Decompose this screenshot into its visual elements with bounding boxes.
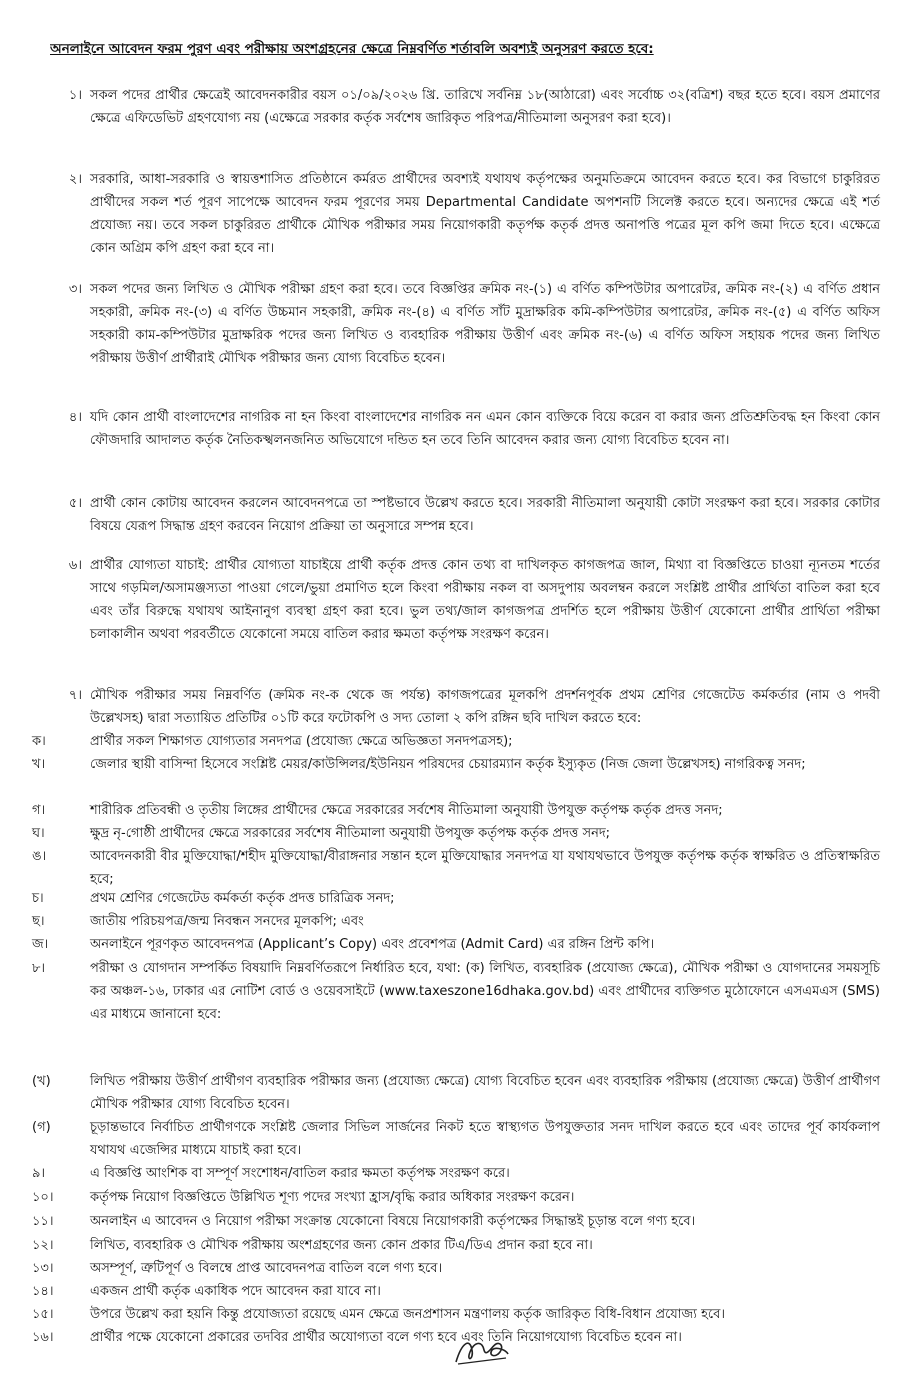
item-text: প্রার্থী কোন কোটায় আবেদন করলেন আবেদনপত্রে তা স্পষ্টভাবে উল্লেখ করতে হবে। সরকারী নীতিমালা অনুযায়ী কোটা সংরক্ষণ করা হবে। সরকার কোটার বিষয়ে যেরূপ সিদ্ধান্ত গ্রহণ করবেন নিয়োগ প্রক্রিয়া তা অনুসারে সম্পন্ন হবে।: [90, 496, 880, 534]
item-number: ৫।: [68, 496, 82, 511]
document-heading: অনলাইনে আবেদন ফরম পুরণ এবং পরীক্ষায় অংশগ্রহনের ক্ষেত্রে নিম্নবর্ণিত শর্তাবলি অবশ্যই অনুসরণ করতে হবে:: [50, 41, 654, 57]
item-number: ঘ।: [32, 826, 45, 841]
item-text: অনলাইন এ আবেদন ও নিয়োগ পরীক্ষা সংক্রান্ত যেকোনো বিষয়ে নিয়োগকারী কর্তৃপক্ষের সিদ্ধান্তই চূড়ান্ত বলে গণ্য হবে।: [90, 1214, 696, 1229]
item-number: ৪।: [68, 410, 82, 425]
item-number: ৮।: [32, 961, 46, 976]
item-text: লিখিত পরীক্ষায় উত্তীর্ণ প্রার্থীগণ ব্যবহারিক পরীক্ষার জন্য (প্রযোজ্য ক্ষেত্রে) যোগ্য বিবেচিত হবেন এবং ব্যবহারিক পরীক্ষায় (প্রযোজ্য ক্ষেত্রে) উত্তীর্ণ প্রার্থীগণ মৌখিক পরীক্ষার যোগ্য বিবেচিত হবেন।: [90, 1074, 880, 1112]
item-text: উপরে উল্লেখ করা হয়নি কিন্তু প্রযোজ্যতা রয়েছে এমন ক্ষেত্রে জনপ্রশাসন মন্ত্রণালয় কর্তৃক জারিকৃত বিধি-বিধান প্রযোজ্য হবে।: [90, 1307, 726, 1322]
item-number: ১।: [68, 88, 82, 103]
item-text: এ বিজ্ঞপ্তি আংশিক বা সম্পূর্ণ সংশোধন/বাতিল করার ক্ষমতা কর্তৃপক্ষ সংরক্ষণ করে।: [90, 1166, 510, 1181]
item-text: চূড়ান্তভাবে নির্বাচিত প্রার্থীগণকে সংশ্লিষ্ট জেলার সিভিল সার্জনের নিকট হতে স্বাস্থ্যগত উপযুক্ততার সনদ দাখিল করতে হবে এবং তাদের পূর্ব কার্যকলাপ যথাযথ এজেন্সির মাধ্যমে যাচাই করা হবে।: [90, 1120, 880, 1158]
item-number: (গ): [32, 1120, 51, 1135]
item-number: ৩।: [68, 282, 82, 297]
item-number: ১৪।: [32, 1284, 54, 1299]
item-text: অসম্পূর্ণ, ত্রুটিপূর্ণ ও বিলম্বে প্রাপ্ত আবেদনপত্র বাতিল বলে গণ্য হবে।: [90, 1261, 443, 1276]
item-number: জ।: [32, 937, 49, 952]
item-text: একজন প্রার্থী কর্তৃক একাধিক পদে আবেদন করা যাবে না।: [90, 1284, 381, 1299]
item-text: শারীরিক প্রতিবন্ধী ও তৃতীয় লিঙ্গের প্রার্থীদের ক্ষেত্রে সরকারের সর্বশেষ নীতিমালা অনুযায়ী উপযুক্ত কর্তৃপক্ষ কর্তৃক প্রদত্ত সনদ;: [90, 803, 723, 818]
item-text: সকল পদের প্রার্থীর ক্ষেত্রেই আবেদনকারীর বয়স ০১/০৯/২০২৬ খ্রি. তারিখে সর্বনিম্ন ১৮(আঠারো) এবং সর্বোচ্চ ৩২(বত্রিশ) বছর হতে হবে। বয়স প্রমাণের ক্ষেত্রে এফিডেভিট গ্রহণযোগ্য নয় (এক্ষেত্রে সরকার কর্তৃক সর্বশেষ জারিকৃত পরিপত্র/নীতিমালা অনুসরণ করা হবে)।: [90, 88, 880, 126]
item-number: ১২।: [32, 1238, 54, 1253]
item-text: সরকারি, আধা-সরকারি ও স্বায়ত্তশাসিত প্রতিষ্ঠানে কর্মরত প্রার্থীদের অবশ্যই যথাযথ কর্তৃপক্ষের অনুমতিক্রমে আবেদন করতে হবে। কর বিভাগে চাকুরিরত প্রার্থীদের সকল শর্ত পূরণ সাপেক্ষে আবেদন ফরম পূরণের সময় Departmental Candidate অপশনটি সিলেক্ট করতে হবে। অন্যদের ক্ষেত্রে এই শর্ত প্রযোজ্য নয়। তবে সকল চাকুরিরত প্রার্থীকে মৌখিক পরীক্ষার সময় নিয়োগকারী কতৃর্পক্ষ কতৃর্ক প্রদত্ত অনাপত্তি পত্রের মূল কপি জমা দিতে হবে। এক্ষেত্রে কোন অগ্রিম কপি গ্রহণ করা হবে না।: [90, 172, 880, 256]
item-number: খ।: [32, 757, 46, 772]
signature-icon: [452, 1332, 512, 1368]
item-number: চ।: [32, 891, 44, 906]
item-number: ৭।: [68, 688, 82, 703]
item-number: ঙ।: [32, 849, 47, 864]
item-number: ১৩।: [32, 1261, 54, 1276]
item-number: ক।: [32, 734, 46, 749]
item-number: ১১।: [32, 1214, 54, 1229]
item-text: প্রার্থীর পক্ষে যেকোনো প্রকারের তদবির প্রার্থীর অযোগ্যতা বলে গণ্য হবে এবং তিনি নিয়োগযোগ্য বিবেচিত হবেন না।: [90, 1330, 682, 1345]
item-text: জেলার স্থায়ী বাসিন্দা হিসেবে সংশ্লিষ্ট মেয়র/কাউন্সিলর/ইউনিয়ন পরিষদের চেয়ারম্যান কর্তৃক ইস্যুকৃত (নিজ জেলা উল্লেখসহ) নাগরিকত্ব সনদ;: [90, 757, 806, 772]
item-text: মৌখিক পরীক্ষার সময় নিম্নবর্ণিত (ক্রমিক নং-ক থেকে জ পর্যন্ত) কাগজপত্রের মূলকপি প্রদর্শনপূর্বক প্রথম শ্রেণির গেজেটেড কর্মকর্তার (নাম ও পদবী উল্লেখসহ) দ্বারা সত্যায়িত প্রতিটির ০১টি করে ফটোকপি ও সদ্য তোলা ২ কপি রঙ্গিন ছবি দাখিল করতে হবে:: [90, 688, 880, 726]
item-text: অনলাইনে পূরণকৃত আবেদনপত্র (Applicant’s Copy) এবং প্রবেশপত্র (Admit Card) এর রঙ্গিন প্রিন্ট কপি।: [90, 937, 655, 952]
item-text: প্রার্থীর সকল শিক্ষাগত যোগ্যতার সনদপত্র (প্রযোজ্য ক্ষেত্রে অভিজ্ঞতা সনদপত্রসহ);: [90, 734, 513, 749]
item-number: (খ): [32, 1074, 51, 1089]
item-text: পরীক্ষা ও যোগদান সম্পর্কিত বিষয়াদি নিম্নবর্ণিতরূপে নির্ধারিত হবে, যথা: (ক) লিখিত, ব্যবহারিক (প্রযোজ্য ক্ষেত্রে), মৌখিক পরীক্ষা ও যোগদানের সময়সূচি কর অঞ্চল-১৬, ঢাকার এর নোটিশ বোর্ড ও ওয়েবসাইটে (www.taxeszone16dhaka.gov.bd) এবং প্রার্থীদের ব্যক্তিগত মুঠোফোনে এসএমএস (SMS) এর মাধ্যমে জানানো হবে:: [90, 961, 880, 1022]
item-text: কর্তৃপক্ষ নিয়োগ বিজ্ঞপ্তিতে উল্লিখিত শূণ্য পদের সংখ্যা হ্রাস/বৃদ্ধি করার অধিকার সংরক্ষণ করেন।: [90, 1190, 575, 1205]
item-text: প্রার্থীর যোগ্যতা যাচাই: প্রার্থীর যোগ্যতা যাচাইয়ে প্রার্থী কর্তৃক প্রদত্ত কোন তথ্য বা দাখিলকৃত কাগজপত্র জাল, মিথ্যা বা বিজ্ঞপ্তিতে চাওয়া ন্যূনতম শর্তের সাথে গড়মিল/অসামঞ্জস্যতা পাওয়া গেলে/ভুয়া প্রমাণিত হলে কিংবা পরীক্ষায় নকল বা অসদুপায় অবলম্বন করলে সংশ্লিষ্ট প্রার্থীর প্রার্থিতা বাতিল করা হবে এবং তাঁর বিরুদ্ধে যথাযথ আইনানুগ ব্যবস্থা গ্রহণ করা হবে। ভুল তথ্য/জাল কাগজপত্র প্রদর্শিত হলে পরীক্ষায় উত্তীর্ণ যেকোনো প্রার্থীর প্রার্থিতা পরীক্ষা চলাকালীন অথবা পরবর্তীতে যেকোনো সময়ে বাতিল করার ক্ষমতা কর্তৃপক্ষ সংরক্ষণ করেন।: [90, 558, 880, 642]
item-number: ২।: [68, 172, 82, 187]
item-number: ১৬।: [32, 1330, 54, 1345]
item-number: ১০।: [32, 1190, 54, 1205]
item-text: যদি কোন প্রার্থী বাংলাদেশের নাগরিক না হন কিংবা বাংলাদেশের নাগরিক নন এমন কোন ব্যক্তিকে বিয়ে করেন বা করার জন্য প্রতিশ্রুতিবদ্ধ হন কিংবা কোন ফৌজদারি আদালত কর্তৃক নৈতিকস্খলনজনিত অভিযোগে দন্ডিত হন তবে তিনি আবেদন করার জন্য যোগ্য বিবেচিত হবেন না।: [90, 410, 880, 448]
item-text: আবেদনকারী বীর মুক্তিযোদ্ধা/শহীদ মুক্তিযোদ্ধা/বীরাঙ্গনার সন্তান হলে মুক্তিযোদ্ধার সনদপত্র যা যথাযথভাবে উপযুক্ত কর্তৃপক্ষ কর্তৃক স্বাক্ষরিত ও প্রতিস্বাক্ষরিত হবে;: [90, 849, 880, 887]
item-number: ৯।: [32, 1166, 46, 1181]
item-text: প্রথম শ্রেণির গেজেটেড কর্মকর্তা কর্তৃক প্রদত্ত চারিত্রিক সনদ;: [90, 891, 395, 906]
item-number: গ।: [32, 803, 46, 818]
item-text: ক্ষুদ্র নৃ-গোষ্ঠী প্রার্থীদের ক্ষেত্রে সরকারের সর্বশেষ নীতিমালা অনুযায়ী উপযুক্ত কর্তৃপক্ষ কর্তৃক প্রদত্ত সনদ;: [90, 826, 611, 841]
item-number: ছ।: [32, 914, 45, 929]
item-text: লিখিত, ব্যবহারিক ও মৌখিক পরীক্ষায় অংশগ্রহণের জন্য কোন প্রকার টিএ/ডিএ প্রদান করা হবে না।: [90, 1238, 593, 1253]
item-text: জাতীয় পরিচয়পত্র/জন্ম নিবন্ধন সনদের মূলকপি; এবং: [90, 914, 364, 929]
item-text: সকল পদের জন্য লিখিত ও মৌখিক পরীক্ষা গ্রহণ করা হবে। তবে বিজ্ঞপ্তির ক্রমিক নং-(১) এ বর্ণিত কম্পিউটার অপারেটর, ক্রমিক নং-(২) এ বর্ণিত প্রধান সহকারী, ক্রমিক নং-(৩) এ বর্ণিত উচ্চমান সহকারী, ক্রমিক নং-(৪) এ বর্ণিত সাঁট মুদ্রাক্ষরিক কমি-কম্পিউটার অপারেটর, ক্রমিক নং-(৫) এ বর্ণিত অফিস সহকারী কাম-কম্পিউটার মুদ্রাক্ষরিক পদের জন্য লিখিত ও ব্যবহারিক পরীক্ষায় উত্তীর্ণ এবং ক্রমিক নং-(৬) এ বর্ণিত অফিস সহায়ক পদের জন্য লিখিত পরীক্ষায় উত্তীর্ণ প্রার্থীরাই মৌখিক পরীক্ষার জন্য যোগ্য বিবেচিত হবেন।: [90, 282, 880, 366]
item-number: ৬।: [68, 558, 82, 573]
item-number: ১৫।: [32, 1307, 54, 1322]
